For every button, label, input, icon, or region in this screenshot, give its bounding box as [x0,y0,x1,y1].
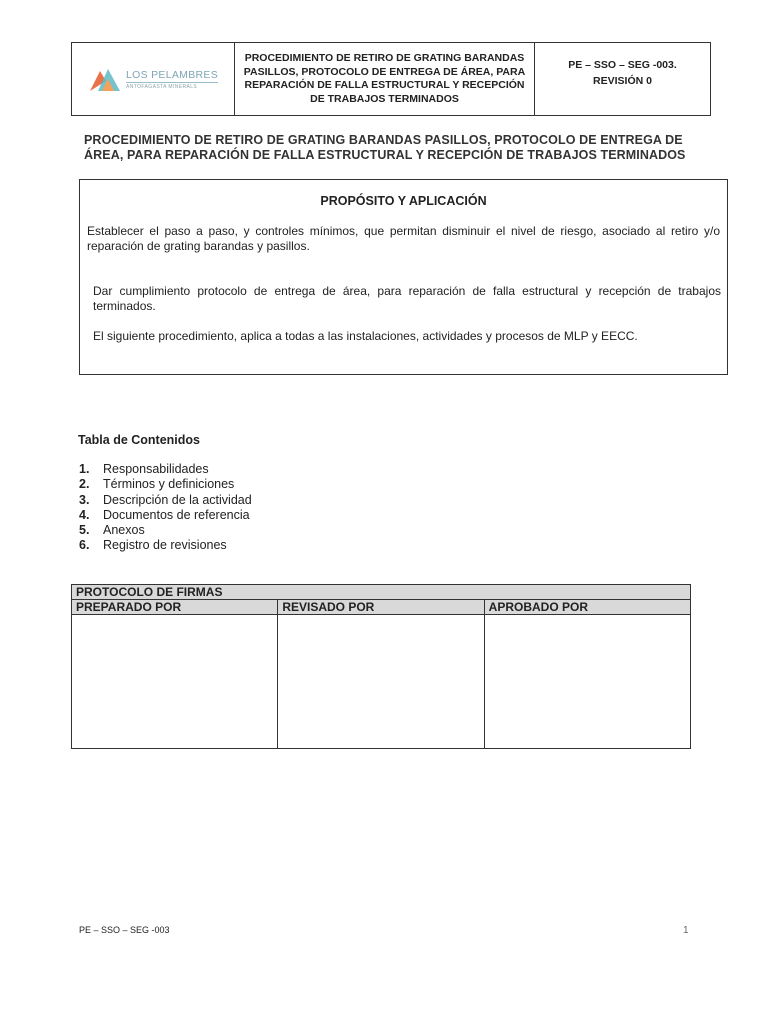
toc-item[interactable]: 6. Registro de revisiones [79,538,227,553]
header-code-block [535,43,710,115]
purpose-paragraph-1: Establecer el paso a paso, y controles mínimos, que permitan disminuir el nivel de riesgo, asociado al retiro y/o reparación de grating barandas y pasillos. [87,224,720,253]
toc-item[interactable]: 5. Anexos [79,523,145,538]
purpose-paragraph-2: Dar cumplimiento protocolo de entrega de área, para reparación de falla estructural y recepción de trabajos terminados. [93,284,721,313]
col-reviewed-by: REVISADO POR [278,600,484,615]
toc-title: Tabla de Contenidos [78,433,200,447]
toc-item[interactable]: 4. Documentos de referencia [79,507,250,522]
col-prepared-by: PREPARADO POR [72,600,278,615]
purpose-heading: PROPÓSITO Y APLICACIÓN [320,194,487,208]
logo-subtitle: ANTOFAGASTA MINERALS [125,83,198,90]
toc-list [79,462,252,554]
purpose-paragraph-3: El siguiente procedimiento, aplica a todas a las instalaciones, actividades y procesos de MLP y EECC. [93,329,638,343]
signature-table [71,584,691,749]
revision-label: REVISIÓN 0 [593,75,652,87]
signature-cell-prepared[interactable] [72,615,278,749]
col-approved-by: APROBADO POR [484,600,690,615]
page-title: PROCEDIMIENTO DE RETIRO DE GRATING BARANDAS PASILLOS, PROTOCOLO DE ENTREGA DE ÁREA, PARA REPARACIÓN DE FALLA ESTRUCTURAL Y RECEPCIÓN DE TRABAJOS TERMINADOS [84,133,686,162]
mountain-logo-icon [88,65,122,93]
signature-cell-reviewed[interactable] [278,615,484,749]
page-number: 1 [683,925,689,936]
header-title: PROCEDIMIENTO DE RETIRO DE GRATING BARANDAS PASILLOS, PROTOCOLO DE ENTREGA DE ÁREA, PARA REPARACIÓN DE FALLA ESTRUCTURAL Y RECEPCIÓN DE TRABAJOS TERMINADOS [235,43,535,115]
logo-name: LOS PELAMBRES [125,68,219,81]
purpose-box [79,179,728,375]
signature-table-title: PROTOCOLO DE FIRMAS [72,585,691,600]
signature-cell-approved[interactable] [484,615,690,749]
footer-code: PE – SSO – SEG -003 [79,925,170,935]
toc-item[interactable]: 3. Descripción de la actividad [79,492,252,507]
document-header [71,42,711,116]
toc-item[interactable]: 1. Responsabilidades [79,462,209,476]
company-logo [72,43,235,115]
document-code: PE – SSO – SEG -003. [568,59,677,71]
toc-item[interactable]: 2. Términos y definiciones [79,477,235,492]
